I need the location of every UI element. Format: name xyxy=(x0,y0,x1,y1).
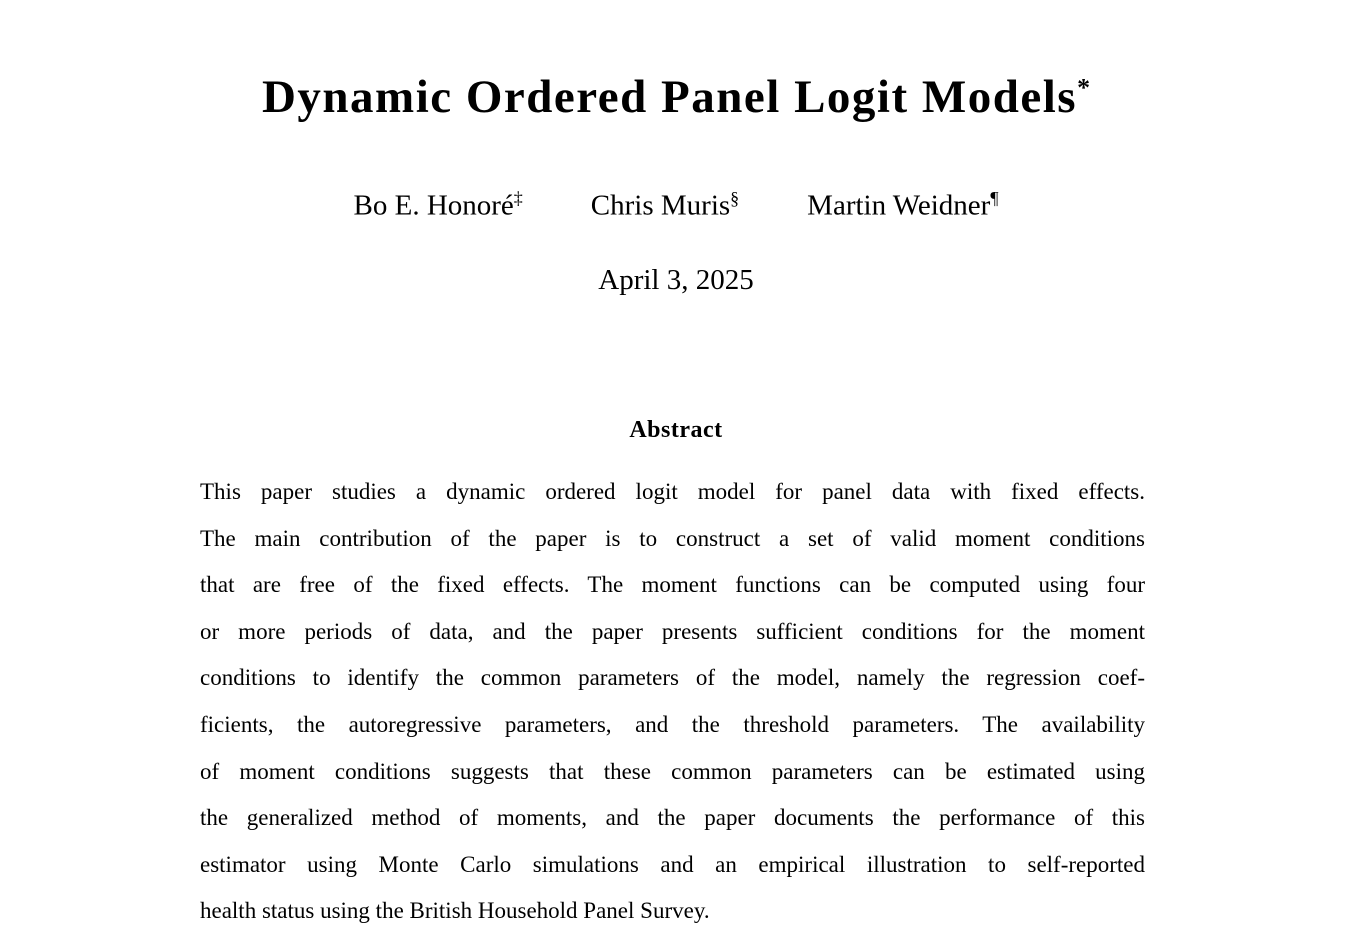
author-footnote-mark: § xyxy=(730,188,740,208)
author-name: Bo E. Honoré xyxy=(353,189,514,222)
date: April 3, 2025 xyxy=(598,264,754,296)
abstract-text xyxy=(200,469,1145,935)
abstract-line: of moment conditions suggests that these common parameters can be estimated using xyxy=(200,758,1145,784)
author xyxy=(591,188,739,223)
title-footnote-mark: * xyxy=(1077,72,1091,102)
paper-title-text: Dynamic Ordered Panel Logit Models xyxy=(261,71,1078,123)
author-footnote-mark: ¶ xyxy=(990,188,999,208)
abstract-line: the generalized method of moments, and the paper documents the performance of this xyxy=(200,805,1145,831)
abstract-line: health status using the British Household Panel Survey. xyxy=(200,898,710,924)
author xyxy=(807,188,998,223)
abstract-line: ficients, the autoregressive parameters, and the threshold parameters. The availability xyxy=(200,711,1145,737)
abstract-line: This paper studies a dynamic ordered logit model for panel data with fixed effects. xyxy=(200,479,1145,504)
author xyxy=(354,188,523,223)
abstract-line: or more periods of data, and the paper presents sufficient conditions for the moment xyxy=(200,618,1145,644)
abstract-line: estimator using Monte Carlo simulations and an empirical illustration to self-reported xyxy=(200,851,1145,877)
abstract-heading: Abstract xyxy=(629,417,723,443)
author-name: Martin Weidner xyxy=(807,189,991,222)
abstract-line: conditions to identify the common parameters of the model, namely the regression coef- xyxy=(200,665,1145,691)
paper-title xyxy=(0,70,1352,124)
author-name: Chris Muris xyxy=(590,189,731,222)
author-list xyxy=(0,188,1352,223)
author-footnote-mark: ‡ xyxy=(513,188,523,208)
abstract-line: that are free of the fixed effects. The moment functions can be computed using four xyxy=(200,572,1145,598)
abstract-line: The main contribution of the paper is to construct a set of valid moment conditions xyxy=(200,525,1145,551)
